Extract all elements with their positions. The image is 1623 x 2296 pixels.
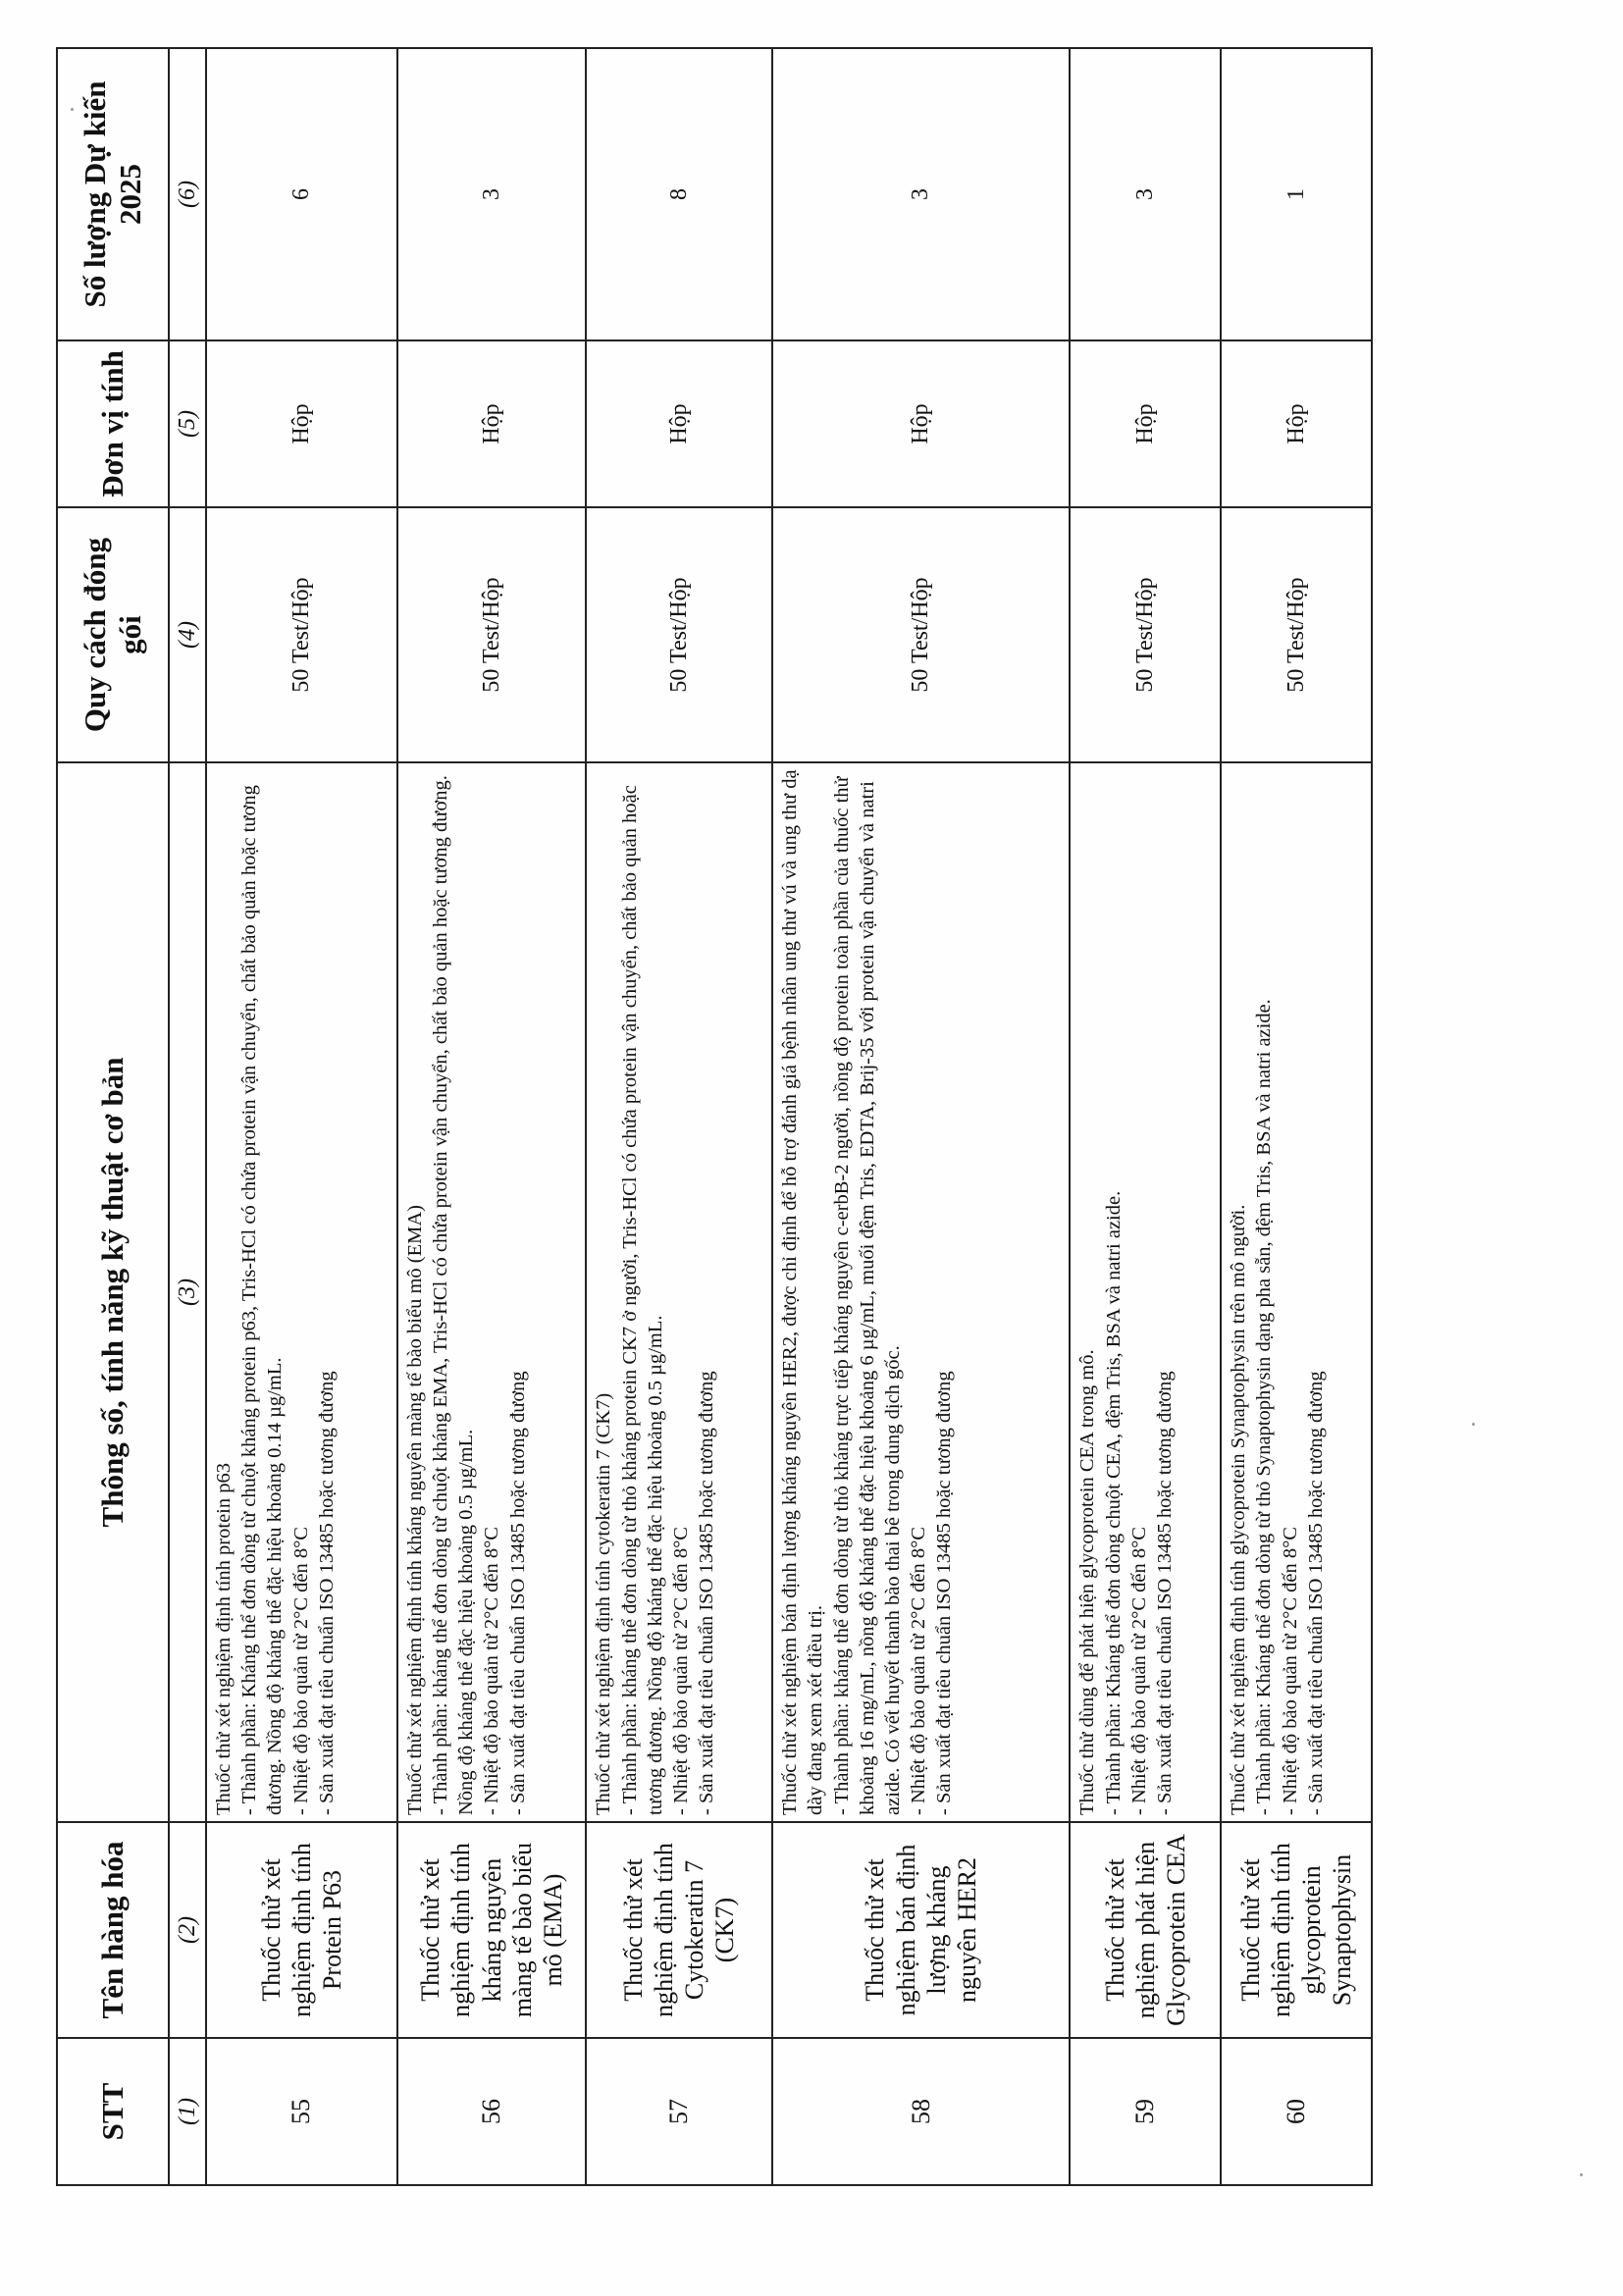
row-unit: Hộp <box>1221 340 1372 507</box>
spec-line: - Thành phần: Kháng thể đơn dòng từ chuột kháng protein p63, Tris-HCl có chứa protein vận chuyển, chất bảo quản hoặc tương đương. Nồng độ kháng thể đặc hiệu khoảng 0.14 µg/mL. <box>238 785 287 1815</box>
spec-line: - Nhiệt độ bảo quản từ 2°C đến 8°C <box>908 1527 930 1815</box>
row-qty: 1 <box>1221 48 1372 340</box>
header-spec: Thông số, tính năng kỹ thuật cơ bản <box>57 762 169 1822</box>
row-qty: 3 <box>772 48 1070 340</box>
spec-line: - Thành phần: kháng thể đơn dòng từ thỏ kháng protein CK7 ở người, Tris-HCl có chứa protein vận chuyển, chất bảo quản hoặc tương đương. Nồng độ kháng thể đặc hiệu khoảng 0.5 µg/mL. <box>618 785 666 1815</box>
spec-line: - Sản xuất đạt tiêu chuẩn ISO 13485 hoặc tương đương <box>1154 1371 1177 1815</box>
spec-line: - Thành phần: Kháng thể đơn dòng từ thỏ Synaptophysin dạng pha sẵn, đệm Tris, BSA và natri azide. <box>1253 999 1276 1815</box>
scan-speck <box>1472 1423 1475 1426</box>
row-name: Thuốc thử xét nghiệm phát hiện Glycoprotein CEA <box>1070 1822 1221 2038</box>
row-stt: 55 <box>206 2038 397 2185</box>
row-name: Thuốc thử xét nghiệm định tính Protein P63 <box>206 1822 397 2038</box>
row-spec <box>206 762 397 1822</box>
row-name: Thuốc thử xét nghiệm định tính glycoprotein Synaptophysin <box>1221 1822 1372 2038</box>
row-spec <box>1070 762 1221 1822</box>
table-row <box>586 48 772 2185</box>
spec-line: - Sản xuất đạt tiêu chuẩn ISO 13485 hoặc tương đương <box>315 1371 338 1815</box>
row-spec <box>1221 762 1372 1822</box>
row-qty: 6 <box>206 48 397 340</box>
row-packing: 50 Test/Hộp <box>397 507 587 762</box>
goods-spec-table <box>56 47 1373 2186</box>
table-row <box>772 48 1070 2185</box>
spec-line: - Thành phần: kháng thể đơn dòng từ chuột kháng EMA, Tris-HCl có chứa protein vận chuyển, chất bảo quản hoặc tương đương. Nồng độ kháng thể đặc hiệu khoảng 0.5 µg/mL. <box>429 775 478 1815</box>
row-stt: 58 <box>772 2038 1070 2185</box>
header-name: Tên hàng hóa <box>57 1822 169 2038</box>
row-stt: 57 <box>586 2038 772 2185</box>
spec-line: Thuốc thử xét nghiệm định tính cytokeratin 7 (CK7) <box>593 1392 615 1815</box>
row-packing: 50 Test/Hộp <box>206 507 397 762</box>
spec-line: Thuốc thử xét nghiệm định tính protein p63 <box>213 1463 235 1815</box>
spec-line: Thuốc thử dùng để phát hiện glycoprotein CEA trong mô. <box>1076 1349 1099 1815</box>
spec-line: - Sản xuất đạt tiêu chuẩn ISO 13485 hoặc tương đương <box>933 1371 956 1815</box>
column-number: (4) <box>169 507 206 762</box>
row-packing: 50 Test/Hộp <box>772 507 1070 762</box>
row-spec <box>586 762 772 1822</box>
column-number: (5) <box>169 340 206 507</box>
row-packing: 50 Test/Hộp <box>586 507 772 762</box>
spec-line: - Sản xuất đạt tiêu chuẩn ISO 13485 hoặc tương đương <box>506 1371 529 1815</box>
spec-line: - Nhiệt độ bảo quản từ 2°C đến 8°C <box>1127 1527 1150 1815</box>
spec-line: - Sản xuất đạt tiêu chuẩn ISO 13485 hoặc tương đương <box>696 1371 718 1815</box>
table-row <box>1070 48 1221 2185</box>
column-number: (1) <box>169 2038 206 2185</box>
row-unit: Hộp <box>1070 340 1221 507</box>
spec-line: - Thành phần: kháng thể đơn dòng từ thỏ kháng trực tiếp kháng nguyên c-erbB-2 người, nồng độ protein toàn phần của thuốc thử khoảng 16 mg/mL, nồng độ kháng thể đặc hiệu khoảng 6 µg/mL, muối đệm Tris, EDTA, Brij-35 với protein vận chuyển và natri azide. Có vết huyết thanh bào thai bê trong dung dịch gốc. <box>830 776 905 1815</box>
header-qty: Số lượng Dự kiến 2025 <box>57 48 169 340</box>
row-qty: 8 <box>586 48 772 340</box>
row-name: Thuốc thử xét nghiệm bán định lượng kháng nguyên HER2 <box>772 1822 1070 2038</box>
spec-line: - Nhiệt độ bảo quản từ 2°C đến 8°C <box>670 1527 693 1815</box>
spec-line: Thuốc thử xét nghiệm bán định lượng kháng nguyên HER2, được chỉ định để hỗ trợ đánh giá bệnh nhân ung thư vú và ung thư dạ dày đang xem xét điều trị. <box>779 769 827 1815</box>
column-number: (6) <box>169 48 206 340</box>
spec-line: Thuốc thử xét nghiệm định tính kháng nguyên màng tế bào biểu mô (EMA) <box>403 1204 426 1815</box>
row-packing: 50 Test/Hộp <box>1221 507 1372 762</box>
column-number: (2) <box>169 1822 206 2038</box>
row-unit: Hộp <box>586 340 772 507</box>
row-stt: 56 <box>397 2038 587 2185</box>
table-row <box>1221 48 1372 2185</box>
header-packing: Quy cách đóng gói <box>57 507 169 762</box>
header-unit: Đơn vị tính <box>57 340 169 507</box>
spec-line: - Nhiệt độ bảo quản từ 2°C đến 8°C <box>289 1527 312 1815</box>
row-spec <box>397 762 587 1822</box>
spec-line: - Thành phần: Kháng thể đơn dòng chuột CEA, đệm Tris, BSA và natri azide. <box>1102 1190 1125 1815</box>
row-name: Thuốc thử xét nghiệm định tính kháng nguyên màng tế bào biểu mô (EMA) <box>397 1822 587 2038</box>
column-number: (3) <box>169 762 206 1822</box>
row-unit: Hộp <box>397 340 587 507</box>
spec-line: - Sản xuất đạt tiêu chuẩn ISO 13485 hoặc tương đương <box>1304 1371 1327 1815</box>
row-spec <box>772 762 1070 1822</box>
row-packing: 50 Test/Hộp <box>1070 507 1221 762</box>
row-unit: Hộp <box>206 340 397 507</box>
scan-speck <box>1580 2173 1583 2176</box>
row-name: Thuốc thử xét nghiệm định tính Cytokeratin 7 (CK7) <box>586 1822 772 2038</box>
table-row <box>397 48 587 2185</box>
rotated-table-container <box>56 49 1373 2186</box>
row-unit: Hộp <box>772 340 1070 507</box>
header-stt: STT <box>57 2038 169 2185</box>
spec-line: Thuốc thử xét nghiệm định tính glycoprotein Synaptophysin trên mô người. <box>1228 1204 1250 1815</box>
spec-line: - Nhiệt độ bảo quản từ 2°C đến 8°C <box>481 1527 503 1815</box>
row-stt: 59 <box>1070 2038 1221 2185</box>
row-qty: 3 <box>1070 48 1221 340</box>
table-row <box>206 48 397 2185</box>
spec-line: - Nhiệt độ bảo quản từ 2°C đến 8°C <box>1279 1527 1301 1815</box>
row-qty: 3 <box>397 48 587 340</box>
row-stt: 60 <box>1221 2038 1372 2185</box>
